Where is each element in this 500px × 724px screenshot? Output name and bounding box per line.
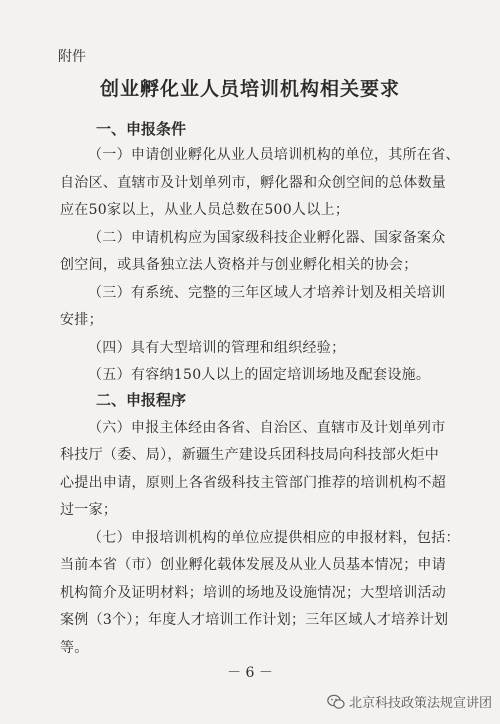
text-line: 创空间，或具备独立法人资格并与创业孵化相关的协会； [60,257,418,273]
page-number: － 6 － [227,665,273,681]
text-line: （三）有系统、完整的三年区域人才培养计划及相关培训 [88,285,446,301]
attachment-label: 附件 [58,49,86,65]
text-line: （二）申请机构应为国家级科技企业孵化器、国家备案众 [88,230,446,246]
text-line: 等。 [60,640,89,656]
text-line: （四）具有大型培训的管理和组织经验； [88,340,346,356]
page-title: 创业孵化业人员培训机构相关要求 [99,78,400,100]
section-heading-conditions: 一、申报条件 [96,120,187,138]
text-line: 应在50家以上，从业人员总数在500人以上； [60,202,350,218]
text-line: 当前本省（市）创业孵化载体发展及从业人员基本情况；申请 [60,557,447,573]
wechat-icon [327,694,345,710]
text-line: （五）有容纳150人以上的固定培训场地及配套设施。 [88,367,431,383]
section-heading-procedure: 二、申报程序 [96,391,187,409]
text-line: 机构简介及证明材料；培训的场地及设施情况；大型培训活动 [60,585,447,601]
text-line: （一）申请创业孵化从业人员培训机构的单位，其所在省、 [88,147,460,163]
text-line: 过一家； [60,502,118,518]
watermark-text: 北京科技政策法规宣讲团 [348,696,492,711]
text-line: 案例（3个）；年度人才培训工作计划；三年区域人才培养计划 [60,612,449,628]
text-line: 科技厅（委、局），新疆生产建设兵团科技局向科技部火炬中 [60,447,440,463]
text-line: 自治区、直辖市及计划单列市，孵化器和众创空间的总体数量 [60,175,447,191]
text-line: （七）申报培训机构的单位应提供相应的申报材料，包括： [88,530,460,546]
watermark [327,692,492,711]
text-line: 心提出申请，原则上各省级科技主管部门推荐的培训机构不超 [60,475,447,491]
text-line: 安排； [60,312,103,328]
text-line: （六）申报主体经由各省、自治区、直辖市及计划单列市 [88,420,446,436]
